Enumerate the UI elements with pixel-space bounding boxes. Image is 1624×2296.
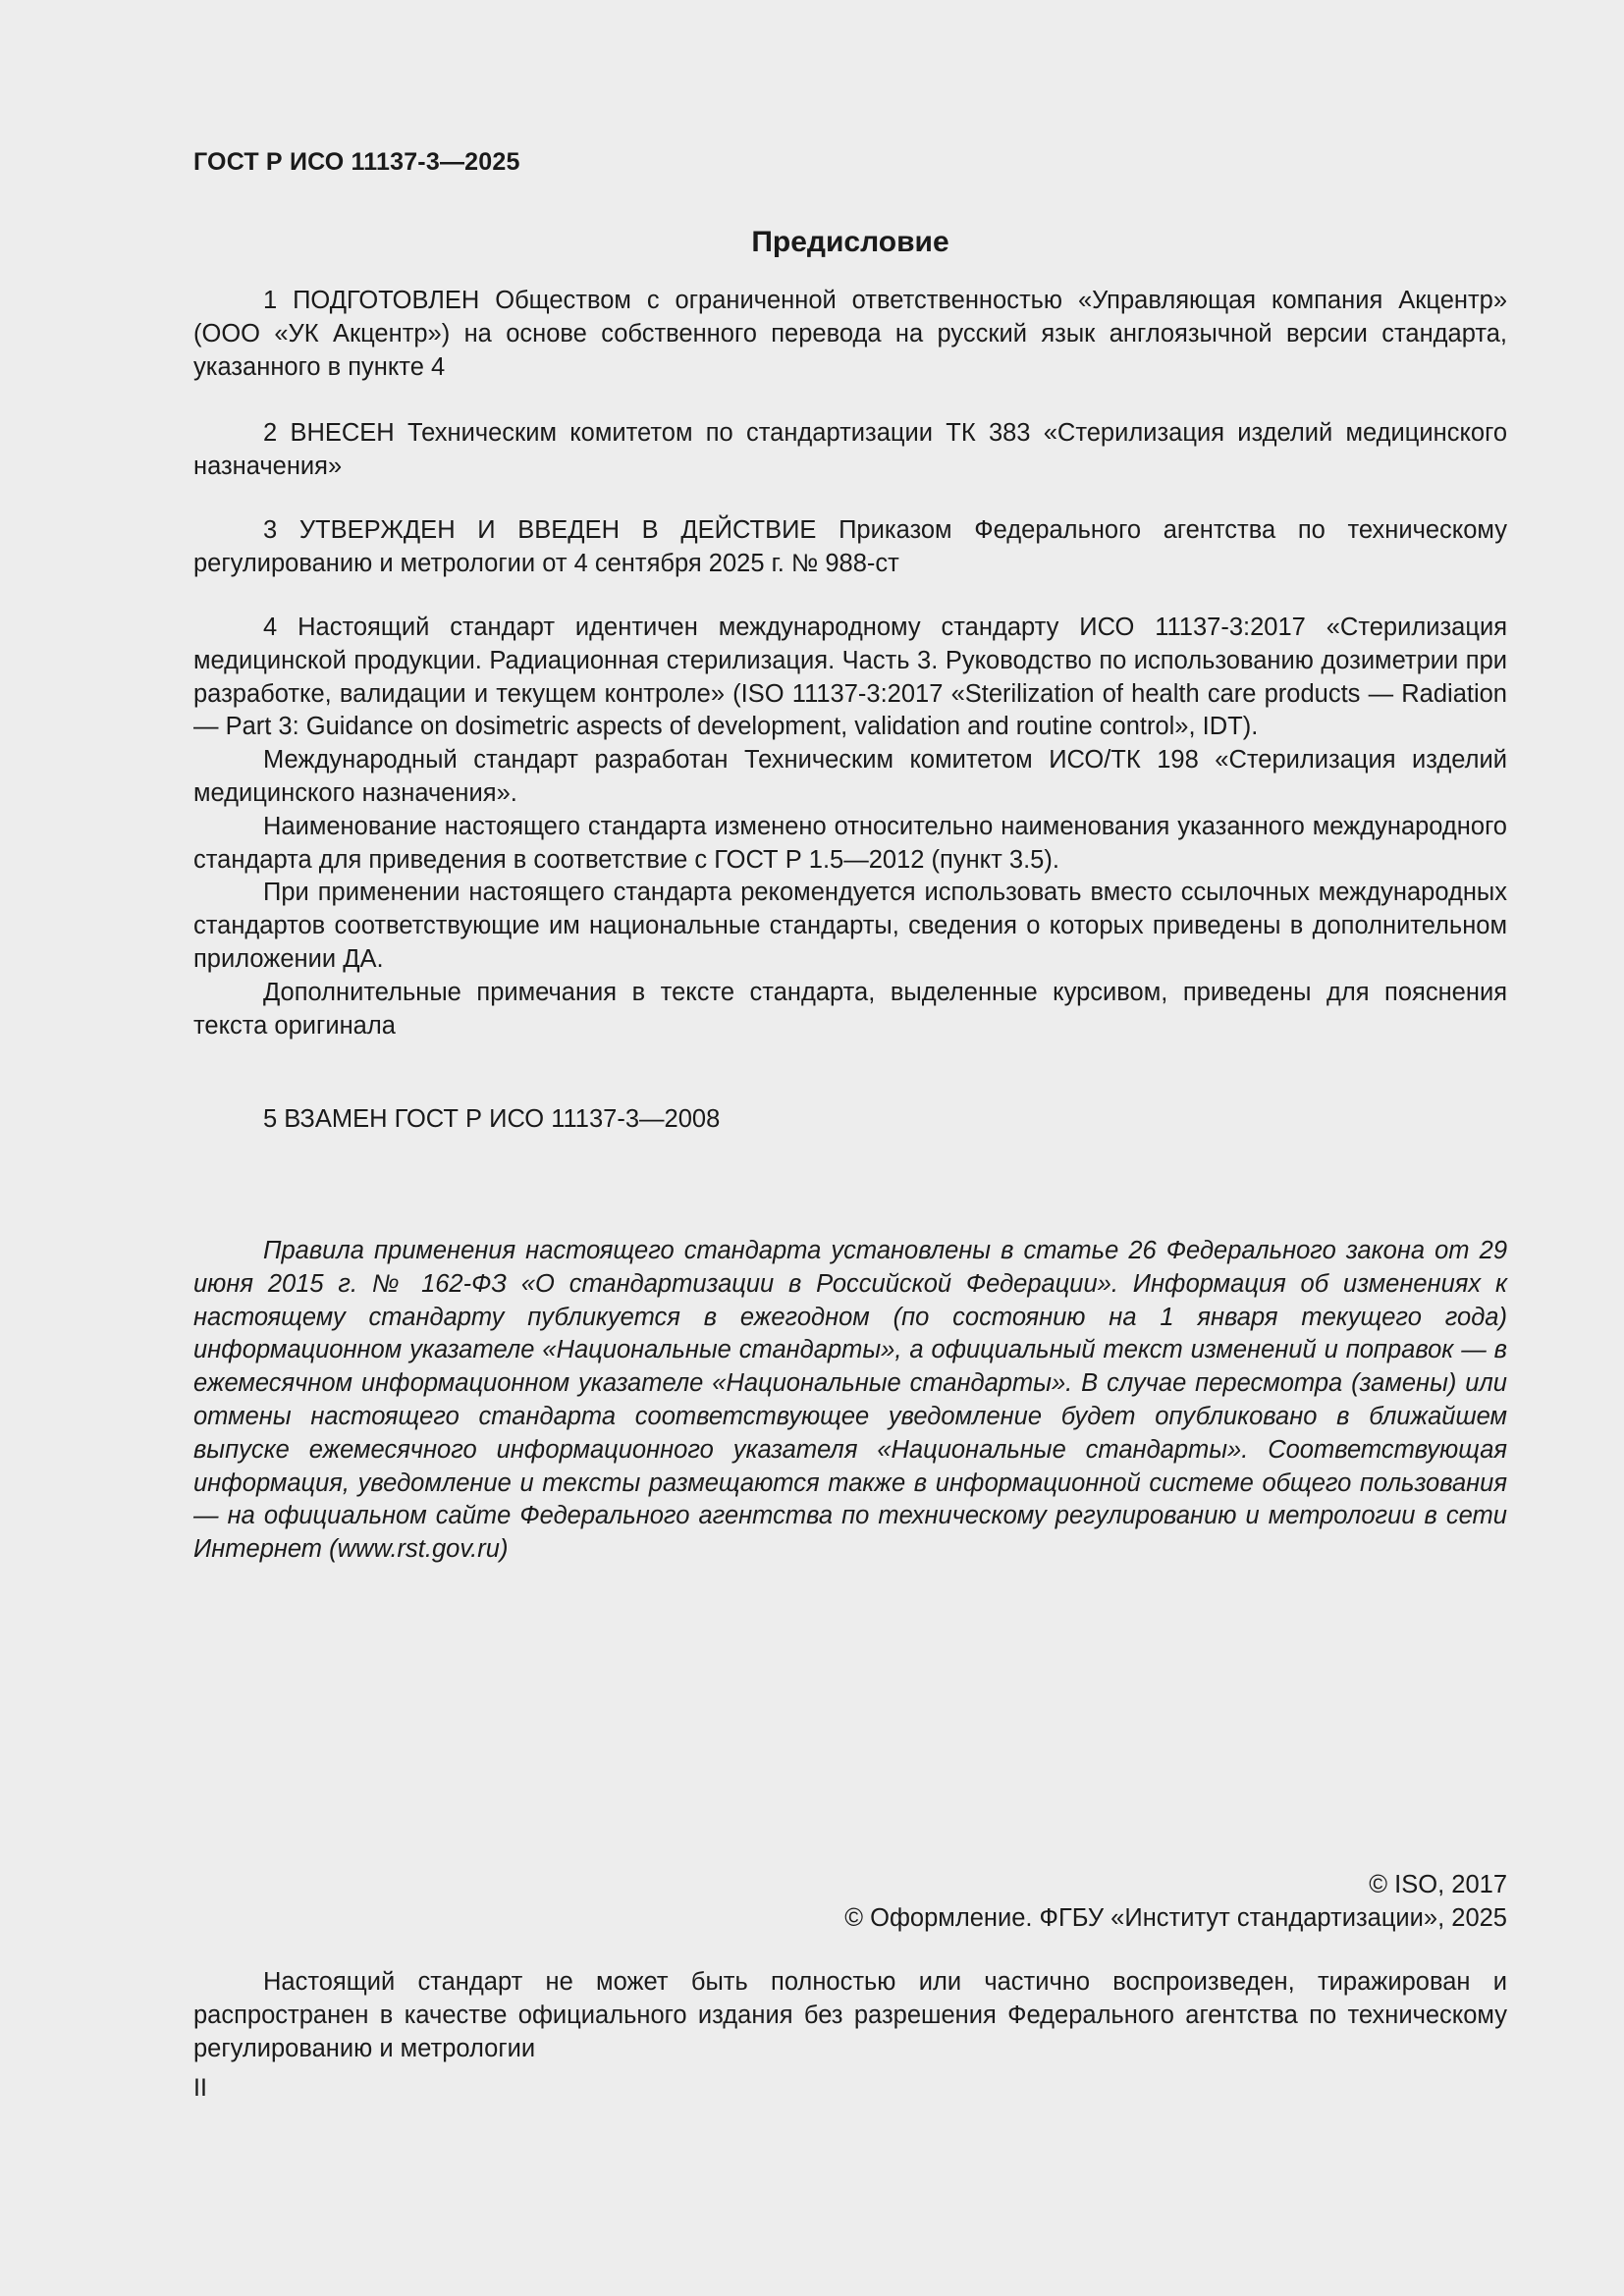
- application-rules-block: [193, 1235, 1507, 1567]
- section-3-text: 3 УТВЕРЖДЕН И ВВЕДЕН В ДЕЙСТВИЕ Приказом Федерального агентства по техническому регулированию и метрологии от 4 сентября 2025 г. № 988-ст: [193, 516, 1507, 577]
- section-4-paragraph-4: При применении настоящего стандарта рекомендуется использовать вместо ссылочных международных стандартов соответствующие им национальные стандарты, сведения о которых приведены в дополнительном приложении ДА.: [193, 879, 1507, 973]
- section-4-paragraph-3: Наименование настоящего стандарта изменено относительно наименования указанного международного стандарта для приведения в соответствие с ГОСТ Р 1.5—2012 (пункт 3.5).: [193, 812, 1507, 874]
- section-5-text: 5 ВЗАМЕН ГОСТ Р ИСО 11137-3—2008: [263, 1105, 721, 1133]
- copyright-design: © Оформление. ФГБУ «Институт стандартизации», 2025: [844, 1904, 1507, 1932]
- foreword-section-5: [193, 1103, 1507, 1137]
- document-page: [193, 0, 1507, 2296]
- foreword-section-4: [193, 612, 1507, 1042]
- section-1-text: 1 ПОДГОТОВЛЕН Обществом с ограниченной ответственностью «Управляющая компания Акцентр» (ООО «УК Акцентр») на основе собственного перевода на русский язык англоязычной версии стандарта, указанного в пункте 4: [193, 287, 1507, 381]
- page-number: II: [193, 2074, 207, 2102]
- foreword-section-2: [193, 417, 1507, 484]
- document-code-header: ГОСТ Р ИСО 11137-3—2025: [193, 148, 520, 176]
- section-4-paragraph-5: Дополнительные примечания в тексте стандарта, выделенные курсивом, приведены для пояснения текста оригинала: [193, 978, 1507, 1040]
- section-4-paragraph-2: Международный стандарт разработан Техническим комитетом ИСО/ТК 198 «Стерилизация изделий медицинского назначения».: [193, 746, 1507, 807]
- reproduction-notice: [193, 1966, 1507, 2065]
- foreword-section-3: [193, 514, 1507, 581]
- copyright-iso: © ISO, 2017: [1369, 1871, 1507, 1898]
- section-2-text: 2 ВНЕСЕН Техническим комитетом по стандартизации ТК 383 «Стерилизация изделий медицинского назначения»: [193, 419, 1507, 480]
- section-4-paragraph-1: 4 Настоящий стандарт идентичен международному стандарту ИСО 11137-3:2017 «Стерилизация медицинской продукции. Радиационная стерилизация. Часть 3. Руководство по использованию дозиметрии при разработке, валидации и текущем контроле» (ISO 11137-3:2017 «Sterilization of health care products — Radiation — Part 3: Guidance on dosimetric aspects of development, validation and routine control», IDT).: [193, 614, 1507, 741]
- reproduction-notice-text: Настоящий стандарт не может быть полностью или частично воспроизведен, тиражирован и распространен в качестве официального издания без разрешения Федерального агентства по техническому регулированию и метрологии: [193, 1968, 1507, 2062]
- copyright-block: [193, 1868, 1507, 1935]
- foreword-section-1: [193, 285, 1507, 384]
- application-rules-text: Правила применения настоящего стандарта установлены в статье 26 Федерального закона от 29 июня 2015 г. № 162-ФЗ «О стандартизации в Российской Федерации». Информация об изменениях к настоящему стандарту публикуется в ежегодном (по состоянию на 1 января текущего года) информационном указателе «Национальные стандарты», а официальный текст изменений и поправок — в ежемесячном информационном указателе «Национальные стандарты». В случае пересмотра (замены) или отмены настоящего стандарта соответствующее уведомление будет опубликовано в ближайшем выпуске ежемесячного информационного указателя «Национальные стандарты». Соответствующая информация, уведомление и тексты размещаются также в информационной системе общего пользования — на официальном сайте Федерального агентства по техническому регулированию и метрологии в сети Интернет (www.rst.gov.ru): [193, 1237, 1507, 1564]
- page-title: Предисловие: [751, 226, 949, 258]
